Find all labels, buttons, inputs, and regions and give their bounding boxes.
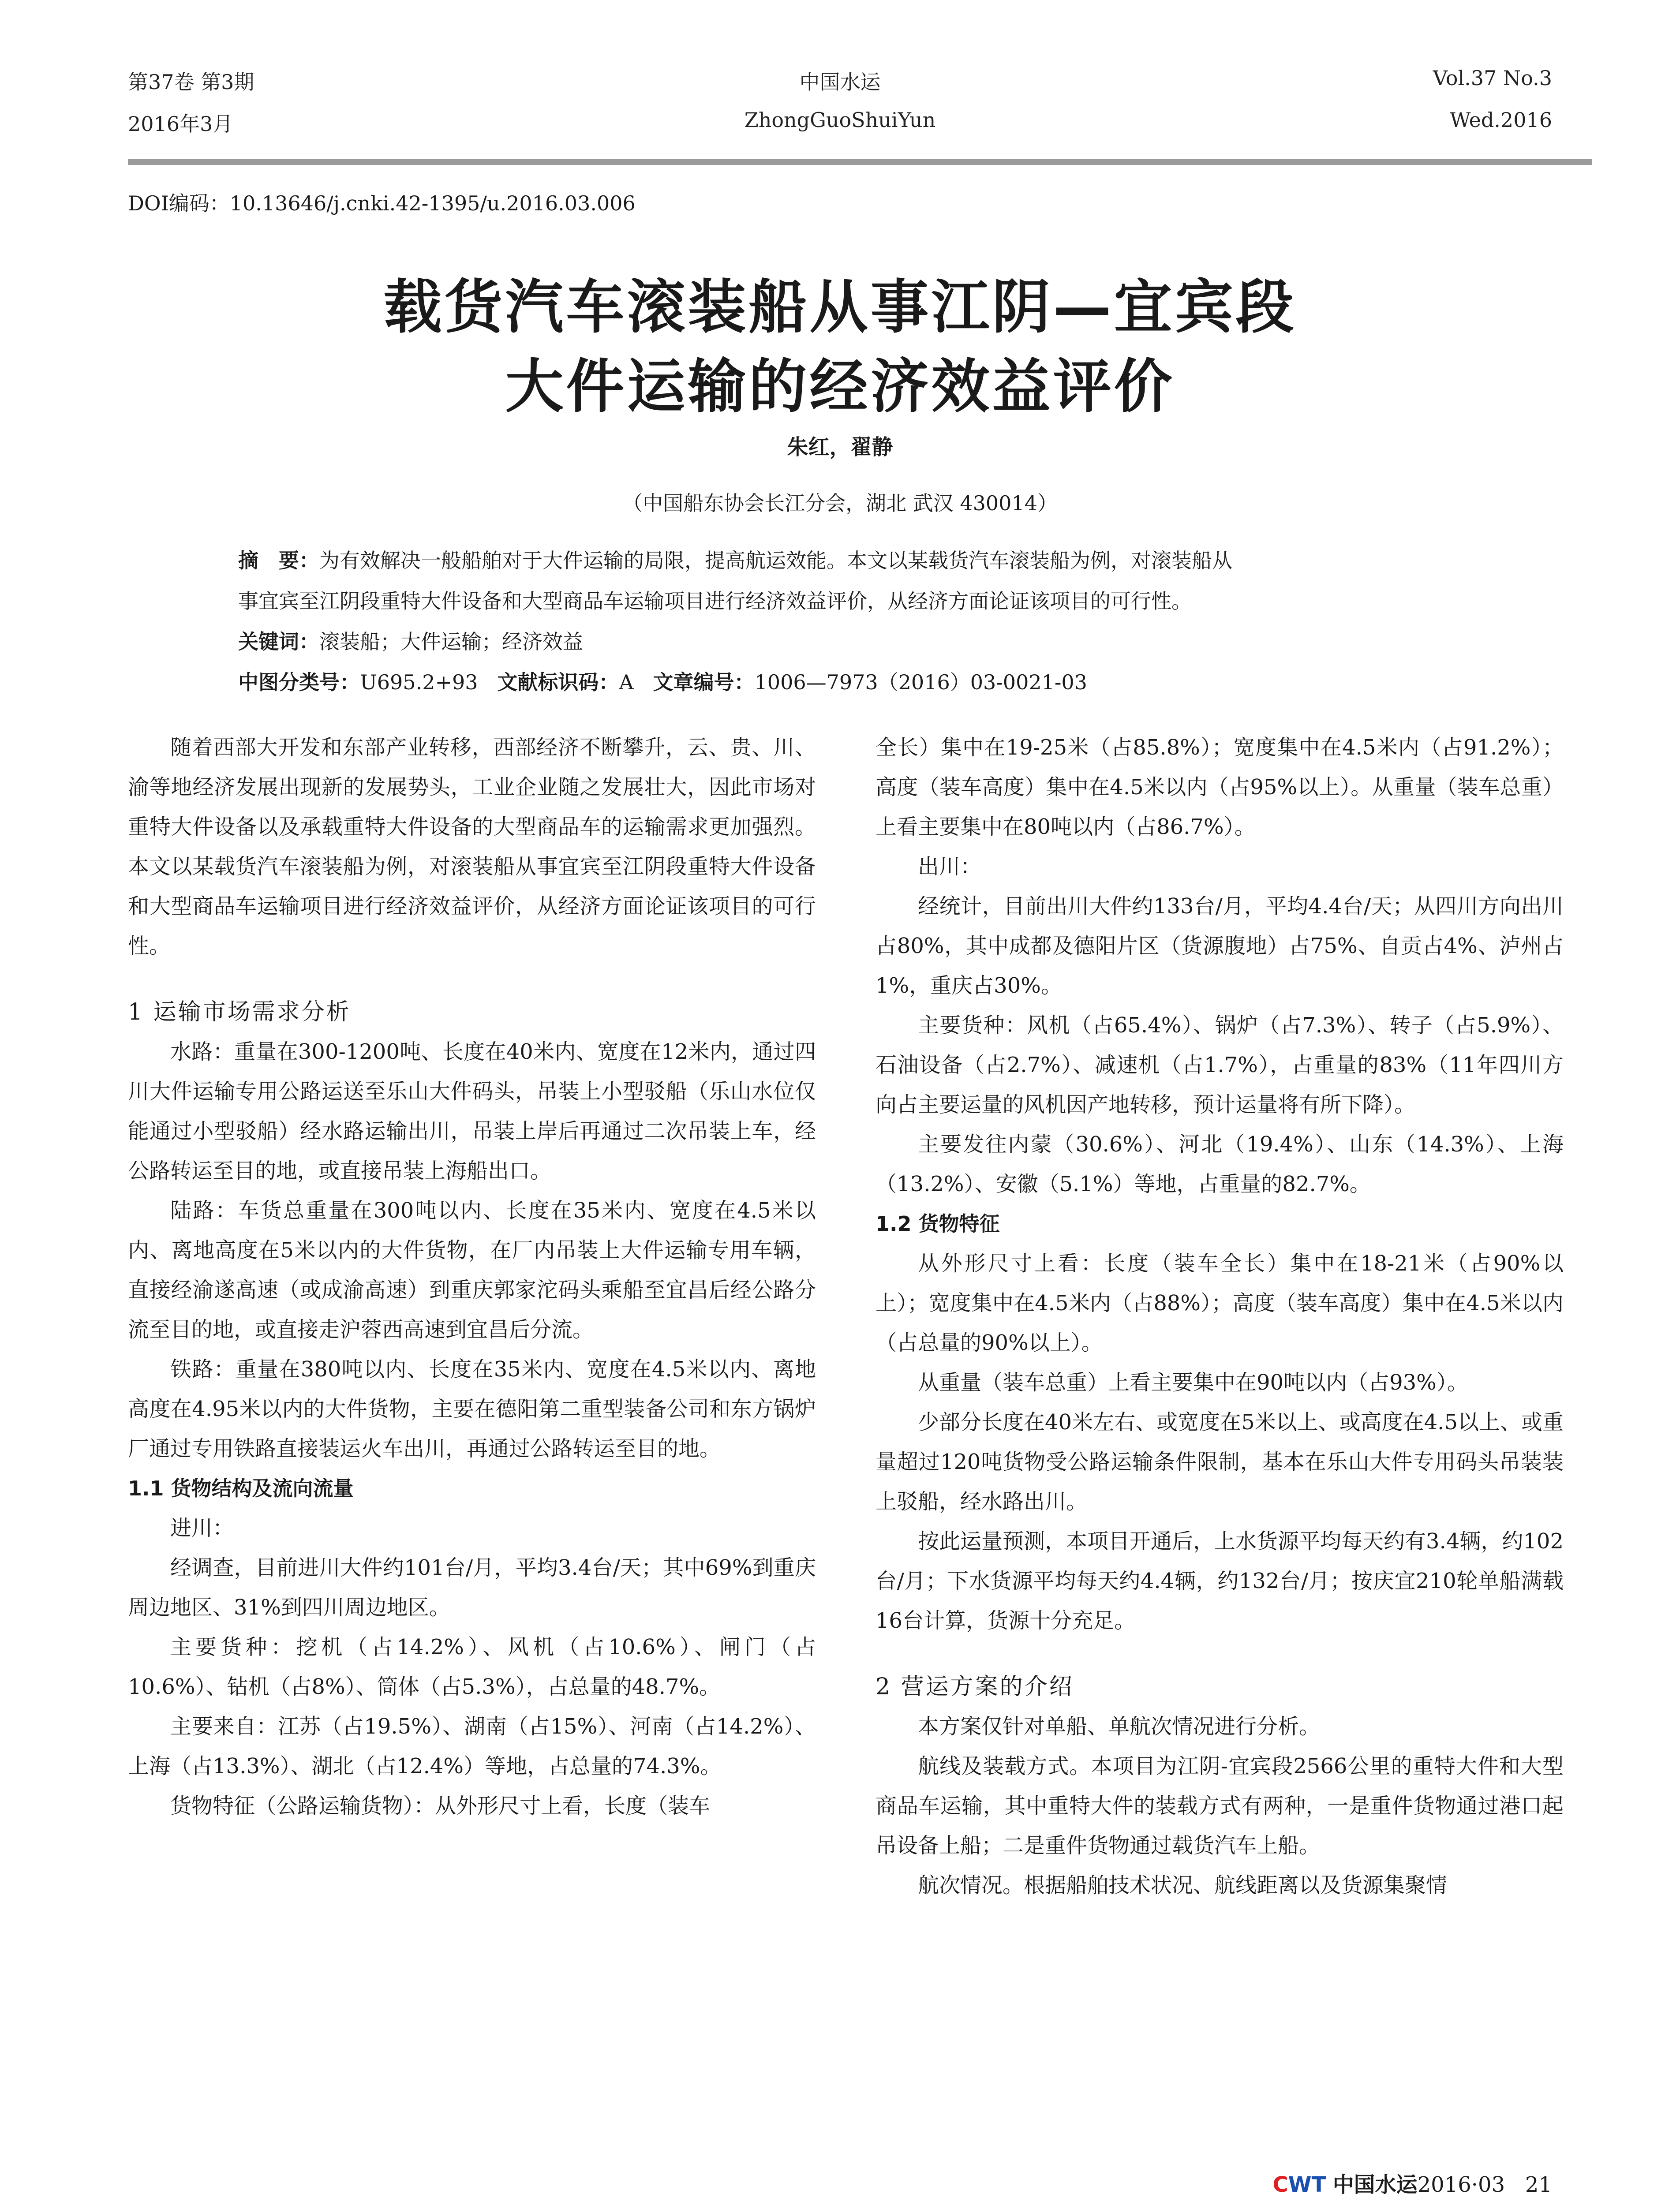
clc-value: U695.2+93: [360, 670, 478, 694]
section-heading-2: 2 营运方案的介绍: [876, 1674, 1074, 1700]
paragraph: 航线及装载方式。本项目为江阴-宜宾段2566公里的重特大件和大型商品车运输，其中重特大件的装载方式有两种，一是重件货物通过港口起吊设备上船；二是重件货物通过载货汽车上船。: [876, 1754, 1564, 1858]
footer: [1272, 2168, 1552, 2198]
title-line-1: 载货汽车滚装船从事江阴—宜宾段: [383, 273, 1297, 341]
footer-logo-wt: WT: [1288, 2172, 1326, 2197]
paragraph: 主要发往内蒙（30.6%）、河北（19.4%）、山东（14.3%）、上海（13.2%）、安徽（5.1%）等地，占重量的82.7%。: [876, 1132, 1564, 1196]
title-line-2: 大件运输的经济效益评价: [505, 353, 1175, 421]
paragraph: 主要货种：挖机（占14.2%）、风机（占10.6%）、闸门（占10.6%）、钻机（占8%）、筒体（占5.3%），占总量的48.7%。: [128, 1635, 816, 1699]
paragraph: 陆路：车货总重量在300吨以内、长度在35米内、宽度在4.5米以内、离地高度在5米以内的大件货物，在厂内吊装上大件运输专用车辆，直接经渝遂高速（或成渝高速）到重庆郭家沱码头乘船至宜昌后经公路分流至目的地，或直接走沪蓉西高速到宜昌后分流。: [128, 1198, 816, 1342]
doc-code-value: A: [619, 670, 634, 694]
page-number: 21: [1525, 2172, 1552, 2197]
paragraph: 本方案仅针对单船、单航次情况进行分析。: [918, 1714, 1321, 1739]
paragraph: 按此运量预测，本项目开通后，上水货源平均每天约有3.4辆，约102台/月；下水货源平均每天约4.4辆，约132台/月；按庆宜210轮单船满载16台计算，货源十分充足。: [876, 1529, 1564, 1633]
header-journal-pinyin: ZhongGuoShuiYun: [744, 108, 936, 132]
keywords-label: 关键词：: [238, 630, 319, 654]
paragraph: 航次情况。根据船舶技术状况、航线距离以及货源集聚情: [918, 1873, 1448, 1898]
paragraph: 从外形尺寸上看：长度（装车全长）集中在18-21米（占90%以上）；宽度集中在4.5米内（占88%）；高度（装车高度）集中在4.5米以内（占总量的90%以上）。: [876, 1251, 1564, 1355]
subsection-heading-1-2: 1.2 货物特征: [876, 1212, 1000, 1236]
paragraph: 少部分长度在40米左右、或宽度在5米以上、或高度在4.5以上、或重量超过120吨货物受公路运输条件限制，基本在乐山大件专用码头吊装装上驳船，经水路出川。: [876, 1410, 1564, 1514]
article-no-label: 文章编号：: [653, 670, 755, 694]
paragraph: 全长）集中在19-25米（占85.8%）；宽度集中在4.5米内（占91.2%）；高度（装车高度）集中在4.5米以内（占95%以上）。从重量（装车总重）上看主要集中在80吨以内（占86.7%）。: [876, 735, 1564, 839]
doc-code-label: 文献标识码：: [497, 670, 619, 694]
footer-logo-c: C: [1272, 2172, 1288, 2197]
paragraph: 水路：重量在300-1200吨、长度在40米内、宽度在12米内，通过四川大件运输专用公路运送至乐山大件码头，吊装上小型驳船（乐山水位仅能通过小型驳船）经水路运输出川，吊装上岸后再通过二次吊装上车，经公路转运至目的地，或直接吊装上海船出口。: [128, 1039, 816, 1183]
clc-label: 中图分类号：: [238, 670, 360, 694]
paragraph: 经统计，目前出川大件约133台/月，平均4.4台/天；从四川方向出川占80%，其中成都及德阳片区（货源腹地）占75%、自贡占4%、泸州占1%，重庆占30%。: [876, 894, 1564, 998]
paragraph: 经调查，目前进川大件约101台/月，平均3.4台/天；其中69%到重庆周边地区、31%到四川周边地区。: [128, 1555, 816, 1620]
header-date: 2016年3月: [128, 112, 233, 136]
keywords-text: 滚装船；大件运输；经济效益: [319, 630, 583, 654]
right-column: [876, 728, 1564, 1905]
header-year: Wed.2016: [1450, 108, 1552, 132]
footer-journal-name: 中国水运: [1332, 2172, 1418, 2197]
paragraph: 主要来自：江苏（占19.5%）、湖南（占15%）、河南（占14.2%）、上海（占13.3%）、湖北（占12.4%）等地，占总量的74.3%。: [128, 1714, 816, 1779]
abstract-text-line2: 事宜宾至江阴段重特大件设备和大型商品车运输项目进行经济效益评价，从经济方面论证该项目的可行性。: [238, 589, 1192, 613]
article-no-value: 1006—7973（2016）03-0021-03: [754, 670, 1087, 694]
paragraph: 货物特征（公路运输货物）：从外形尺寸上看，长度（装车: [170, 1794, 711, 1818]
abstract-block: [238, 540, 1456, 703]
paragraph: 铁路：重量在380吨以内、长度在35米内、宽度在4.5米以内、离地高度在4.95米以内的大件货物，主要在德阳第二重型装备公司和东方锅炉厂通过专用铁路直接装运火车出川，再通过公路转运至目的地。: [128, 1357, 816, 1461]
paragraph: 从重量（装车总重）上看主要集中在90吨以内（占93%）。: [918, 1370, 1468, 1395]
paragraph: 进川：: [170, 1516, 234, 1540]
left-column: [128, 728, 816, 1826]
abstract-label: 摘 要：: [238, 549, 319, 572]
header-vol-no: Vol.37 No.3: [1433, 66, 1552, 90]
header-volume-issue: 第37卷 第3期: [128, 70, 254, 94]
paragraph: 出川：: [918, 854, 982, 879]
paragraph: 主要货种：风机（占65.4%）、锅炉（占7.3%）、转子（占5.9%）、石油设备（占2.7%）、减速机（占1.7%），占重量的83%（11年四川方向占主要运量的风机因产地转移，预计运量将有所下降）。: [876, 1013, 1564, 1117]
section-heading-1: 1 运输市场需求分析: [128, 999, 351, 1025]
abstract-text-line1: 为有效解决一般船舶对于大件运输的局限，提高航运效能。本文以某载货汽车滚装船为例，对滚装船从: [319, 549, 1232, 572]
authors: 朱红，翟静: [787, 435, 893, 460]
affiliation: （中国船东协会长江分会，湖北 武汉 430014）: [622, 491, 1058, 515]
footer-issue: 2016·03: [1417, 2172, 1505, 2197]
subsection-heading-1-1: 1.1 货物结构及流向流量: [128, 1476, 354, 1500]
header-rule: [128, 159, 1592, 165]
doi: DOI编码：10.13646/j.cnki.42-1395/u.2016.03.006: [128, 191, 636, 215]
paragraph: 随着西部大开发和东部产业转移，西部经济不断攀升，云、贵、川、渝等地经济发展出现新的发展势头，工业企业随之发展壮大，因此市场对重特大件设备以及承载重特大件设备的大型商品车的运输需求更加强烈。本文以某载货汽车滚装船为例，对滚装船从事宜宾至江阴段重特大件设备和大型商品车运输项目进行经济效益评价，从经济方面论证该项目的可行性。: [128, 735, 816, 958]
header-journal-name: 中国水运: [799, 70, 881, 94]
